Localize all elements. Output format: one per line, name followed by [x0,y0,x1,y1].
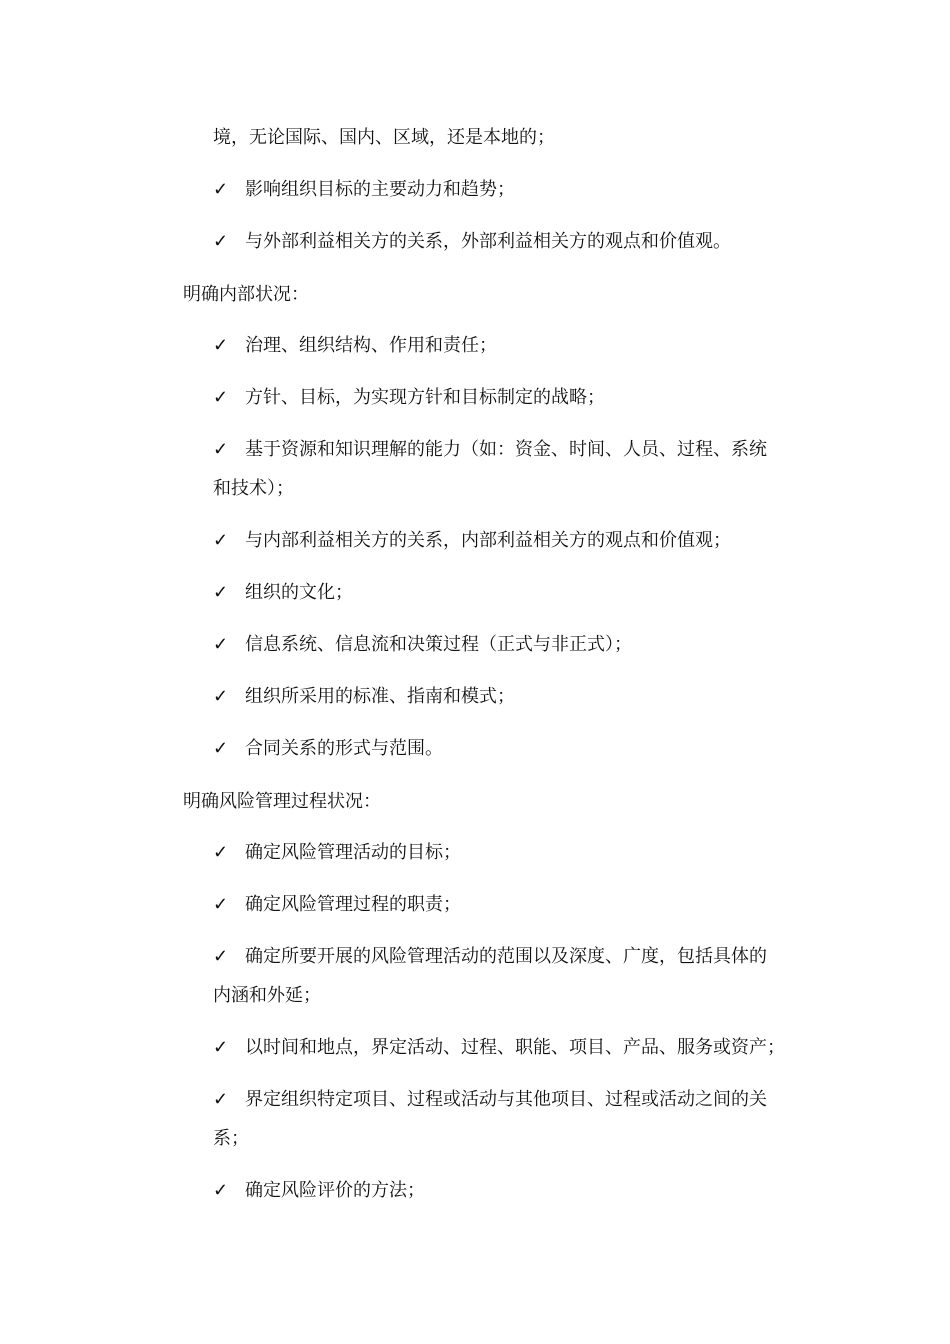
section-heading [183,789,381,815]
bullet-item [213,632,632,658]
bullet-item [213,177,515,203]
bullet-item [213,944,767,970]
line-text: 确定风险评价的方法； [245,1180,425,1201]
line-text: 确定所要开展的风险管理活动的范围以及深度、广度，包括具体的 [245,946,767,967]
checkmark-icon: ✓ [213,1037,229,1058]
bullet-item [213,229,731,255]
line-text: 明确内部状况： [183,284,309,305]
line-text: 与内部利益相关方的关系，内部利益相关方的观点和价值观； [245,530,731,551]
line-text: 基于资源和知识理解的能力（如：资金、时间、人员、过程、系统 [245,439,767,460]
checkmark-icon: ✓ [213,634,229,655]
bullet-item [213,437,767,463]
line-text: 组织所采用的标准、指南和模式； [245,686,515,707]
checkmark-icon: ✓ [213,946,229,967]
line-text: 明确风险管理过程状况： [183,791,381,812]
checkmark-icon: ✓ [213,530,229,551]
continuation-line [213,983,321,1009]
line-text: 以时间和地点，界定活动、过程、职能、项目、产品、服务或资产； [245,1037,785,1058]
continuation-line [213,1126,249,1152]
line-text: 内涵和外延； [213,985,321,1006]
line-text: 和技术）； [213,478,294,499]
line-text: 境，无论国际、国内、区域，还是本地的； [213,127,555,148]
bullet-item [213,736,443,762]
checkmark-icon: ✓ [213,686,229,707]
bullet-item [213,1035,785,1061]
checkmark-icon: ✓ [213,387,229,408]
checkmark-icon: ✓ [213,231,229,252]
section-heading [183,282,309,308]
bullet-item [213,1087,767,1113]
checkmark-icon: ✓ [213,738,229,759]
line-text: 确定风险管理过程的职责； [245,894,461,915]
bullet-item [213,684,515,710]
checkmark-icon: ✓ [213,582,229,603]
line-text: 合同关系的形式与范围。 [245,738,443,759]
bullet-item [213,840,461,866]
checkmark-icon: ✓ [213,335,229,356]
line-text: 系； [213,1128,249,1149]
checkmark-icon: ✓ [213,1180,229,1201]
line-text: 与外部利益相关方的关系，外部利益相关方的观点和价值观。 [245,231,731,252]
line-text: 界定组织特定项目、过程或活动与其他项目、过程或活动之间的关 [245,1089,767,1110]
checkmark-icon: ✓ [213,179,229,200]
bullet-item [213,580,353,606]
bullet-item [213,385,605,411]
checkmark-icon: ✓ [213,894,229,915]
bullet-item [213,528,731,554]
checkmark-icon: ✓ [213,439,229,460]
line-text: 确定风险管理活动的目标； [245,842,461,863]
line-text: 方针、目标，为实现方针和目标制定的战略； [245,387,605,408]
continuation-line [213,125,555,151]
bullet-item [213,333,497,359]
bullet-item [213,1178,425,1204]
line-text: 治理、组织结构、作用和责任； [245,335,497,356]
bullet-item [213,892,461,918]
checkmark-icon: ✓ [213,842,229,863]
line-text: 信息系统、信息流和决策过程（正式与非正式）； [245,634,632,655]
continuation-line [213,476,294,502]
line-text: 影响组织目标的主要动力和趋势； [245,179,515,200]
line-text: 组织的文化； [245,582,353,603]
checkmark-icon: ✓ [213,1089,229,1110]
